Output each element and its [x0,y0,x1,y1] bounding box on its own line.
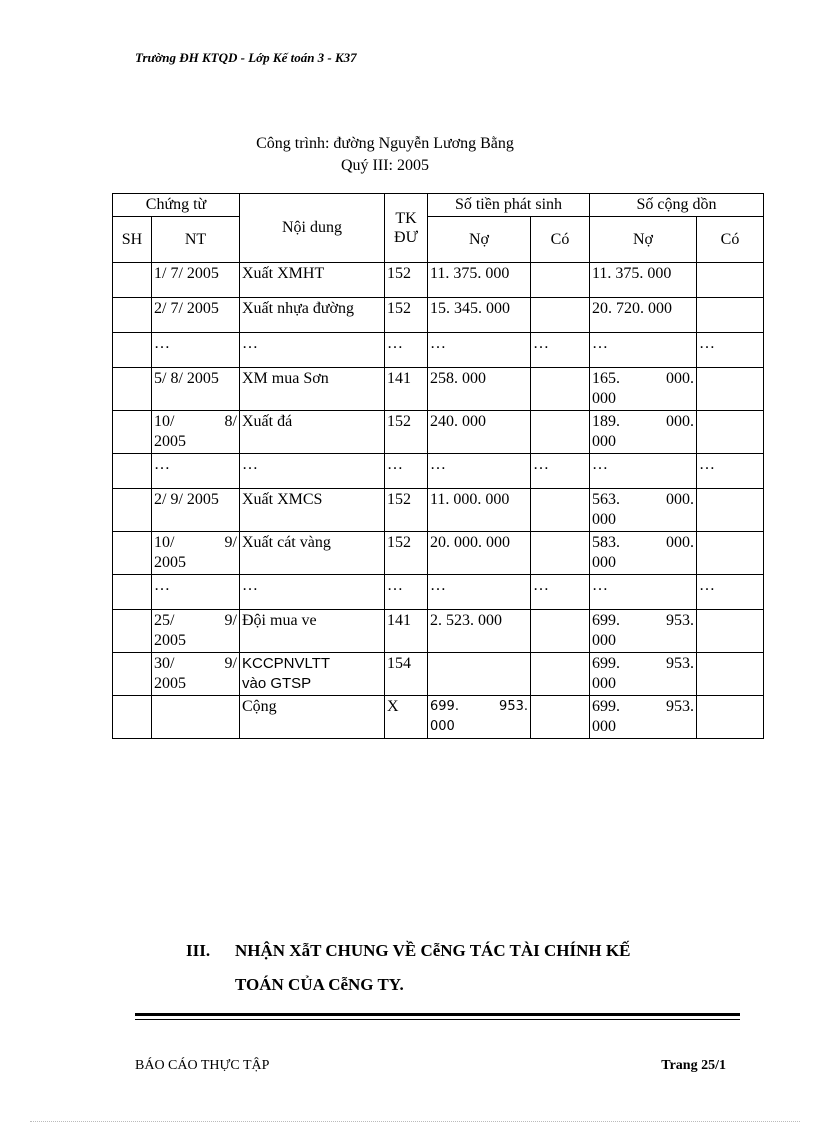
cell-no [428,696,531,739]
ledger-table [112,193,764,739]
cell-tk: … [385,333,428,368]
header-nt: NT [152,217,240,263]
cell-nt [152,696,240,739]
cell-nt-part-a: 10/ [154,413,175,430]
table-row [113,263,764,298]
cell-cd-no-part-a: 699. [592,612,620,629]
cell-noi-dung: … [240,333,385,368]
cell-cd-no-part-b: 953. [666,698,694,715]
cell-noi-dung-line1: KCCPNVLTT [242,655,331,672]
cell-cd-no-part-a: 699. [592,655,620,672]
cell-cd-no-part-c: 000 [592,433,616,450]
cell-sh [113,489,152,532]
section-heading [186,934,630,1002]
table-row [113,489,764,532]
cell-nt-part-c: 2005 [154,433,186,450]
header-cd-no: Nợ [590,217,697,263]
section-title-line2: TOÁN CỦA CễNG TY. [235,975,404,994]
table-row [113,333,764,368]
cell-cd-no [590,489,697,532]
page-header: Trường ĐH KTQD - Lớp Kế toán 3 - K37 [135,50,357,65]
cell-tk: … [385,575,428,610]
cell-co: … [531,575,590,610]
cell-no [428,653,531,696]
cell-noi-dung: XM mua Sơn [240,368,385,411]
cell-cd-no: … [590,454,697,489]
section-title-line1: NHẬN XẫT CHUNG VỀ CễNG TÁC TÀI CHÍNH KẾ [235,941,631,960]
cell-nt [152,411,240,454]
cell-cd-co [697,610,764,653]
cell-cd-co: … [697,575,764,610]
cell-tk: … [385,454,428,489]
cell-noi-dung: … [240,575,385,610]
cell-cd-no [590,653,697,696]
header-du: ĐƯ [394,229,418,246]
cell-sh [113,610,152,653]
header-co: Có [531,217,590,263]
cell-co [531,532,590,575]
cell-nt: 2/ 9/ 2005 [152,489,240,532]
cell-cd-no [590,696,697,739]
cell-noi-dung: Xuất nhựa đường [240,298,385,333]
cell-sh [113,411,152,454]
cell-no-part-b: 953. [499,699,528,714]
table-row [113,653,764,696]
header-sh: SH [113,217,152,263]
cell-sh [113,298,152,333]
cell-nt: … [152,333,240,368]
cell-no: 258. 000 [428,368,531,411]
cell-nt [152,610,240,653]
cell-tk: 141 [385,368,428,411]
table-row [113,610,764,653]
cell-no: 15. 345. 000 [428,298,531,333]
cell-nt-part-b: 9/ [224,534,237,551]
cell-cd-no: 20. 720. 000 [590,298,697,333]
cell-cd-no-part-b: 000. [666,370,694,387]
cell-co [531,696,590,739]
cell-sh [113,575,152,610]
cell-sh [113,333,152,368]
cell-no-part-c: 000 [430,719,455,734]
header-cd-co: Có [697,217,764,263]
cell-cd-no: 11. 375. 000 [590,263,697,298]
cell-no: … [428,333,531,368]
cell-cd-no-part-b: 000. [666,413,694,430]
cell-cd-no-part-b: 953. [666,655,694,672]
cell-no: 240. 000 [428,411,531,454]
cell-cd-co [697,411,764,454]
cell-cd-no: … [590,575,697,610]
cell-co: … [531,454,590,489]
cell-cd-no-part-c: 000 [592,390,616,407]
header-noi-dung: Nội dung [240,194,385,263]
cell-cd-no-part-b: 953. [666,612,694,629]
cell-no: 2. 523. 000 [428,610,531,653]
cell-nt [152,532,240,575]
header-tk-du [385,194,428,263]
cell-cd-co: … [697,454,764,489]
cell-co [531,368,590,411]
table-row [113,532,764,575]
cell-tk: 152 [385,532,428,575]
report-title [150,133,620,177]
cell-nt-part-b: 9/ [224,655,237,672]
cell-no: … [428,454,531,489]
project-name: Công trình: đường Nguyễn Lương Bằng [256,135,514,152]
cell-cd-co: … [697,333,764,368]
cell-no: … [428,575,531,610]
cell-cd-no-part-a: 699. [592,698,620,715]
header-so-cong-don: Số cộng dồn [590,194,764,217]
cell-no-part-a: 699. [430,699,459,714]
cell-nt: … [152,575,240,610]
cell-cd-no [590,411,697,454]
header-tk: TK [395,210,417,227]
cell-nt: 1/ 7/ 2005 [152,263,240,298]
cell-sh [113,653,152,696]
quarter-label: Quý III: 2005 [341,157,429,174]
cell-nt-part-b: 9/ [224,612,237,629]
cell-noi-dung-line2: vào GTSP [242,675,312,692]
cell-no: 20. 000. 000 [428,532,531,575]
table-row [113,368,764,411]
cell-cd-co [697,696,764,739]
page-bottom-edge [30,1121,800,1122]
cell-nt-part-c: 2005 [154,632,186,649]
cell-nt: 5/ 8/ 2005 [152,368,240,411]
cell-co [531,411,590,454]
cell-noi-dung: Cộng [240,696,385,739]
cell-cd-no-part-c: 000 [592,511,616,528]
cell-cd-no-part-c: 000 [592,718,616,735]
cell-noi-dung: Đội mua ve [240,610,385,653]
footer-rule-thin [135,1019,740,1020]
cell-nt-part-c: 2005 [154,675,186,692]
cell-nt-part-a: 25/ [154,612,175,629]
table-row [113,696,764,739]
cell-nt-part-c: 2005 [154,554,186,571]
cell-sh [113,263,152,298]
cell-co: … [531,333,590,368]
table-row [113,454,764,489]
cell-cd-no-part-a: 189. [592,413,620,430]
cell-cd-co [697,263,764,298]
cell-noi-dung: Xuất XMCS [240,489,385,532]
table-row [113,575,764,610]
cell-no: 11. 000. 000 [428,489,531,532]
cell-cd-no-part-a: 563. [592,491,620,508]
cell-cd-co [697,489,764,532]
cell-co [531,610,590,653]
cell-cd-co [697,653,764,696]
cell-noi-dung: Xuất đá [240,411,385,454]
cell-nt: … [152,454,240,489]
cell-cd-no-part-c: 000 [592,554,616,571]
cell-sh [113,696,152,739]
cell-co [531,263,590,298]
cell-nt-part-a: 10/ [154,534,175,551]
cell-no: 11. 375. 000 [428,263,531,298]
table-row [113,298,764,333]
cell-co [531,298,590,333]
cell-sh [113,532,152,575]
cell-tk: 154 [385,653,428,696]
cell-co [531,653,590,696]
cell-noi-dung: … [240,454,385,489]
cell-sh [113,454,152,489]
footer-report-label: BÁO CÁO THỰC TẬP [135,1058,270,1073]
footer-page-number: Trang 25/1 [661,1058,726,1073]
header-so-tien: Số tiền phát sinh [428,194,590,217]
cell-tk: 141 [385,610,428,653]
cell-cd-co [697,532,764,575]
cell-sh [113,368,152,411]
cell-tk: 152 [385,489,428,532]
footer-rule-thick [135,1013,740,1016]
cell-noi-dung: Xuất XMHT [240,263,385,298]
cell-nt-part-b: 8/ [224,413,237,430]
cell-cd-co [697,368,764,411]
cell-cd-co [697,298,764,333]
cell-nt-part-a: 30/ [154,655,175,672]
cell-tk: 152 [385,411,428,454]
header-no: Nợ [428,217,531,263]
section-number: III. [186,941,211,960]
cell-nt: 2/ 7/ 2005 [152,298,240,333]
cell-tk: 152 [385,298,428,333]
cell-cd-no [590,368,697,411]
cell-cd-no [590,532,697,575]
cell-noi-dung: Xuất cát vàng [240,532,385,575]
cell-cd-no-part-c: 000 [592,632,616,649]
cell-tk: 152 [385,263,428,298]
table-row [113,411,764,454]
cell-nt [152,653,240,696]
cell-co [531,489,590,532]
cell-tk: X [385,696,428,739]
header-chung-tu: Chứng từ [113,194,240,217]
cell-cd-no: … [590,333,697,368]
cell-cd-no-part-a: 583. [592,534,620,551]
cell-cd-no-part-b: 000. [666,534,694,551]
cell-noi-dung [240,653,385,696]
cell-cd-no-part-c: 000 [592,675,616,692]
cell-cd-no-part-a: 165. [592,370,620,387]
cell-cd-no-part-b: 000. [666,491,694,508]
cell-cd-no [590,610,697,653]
